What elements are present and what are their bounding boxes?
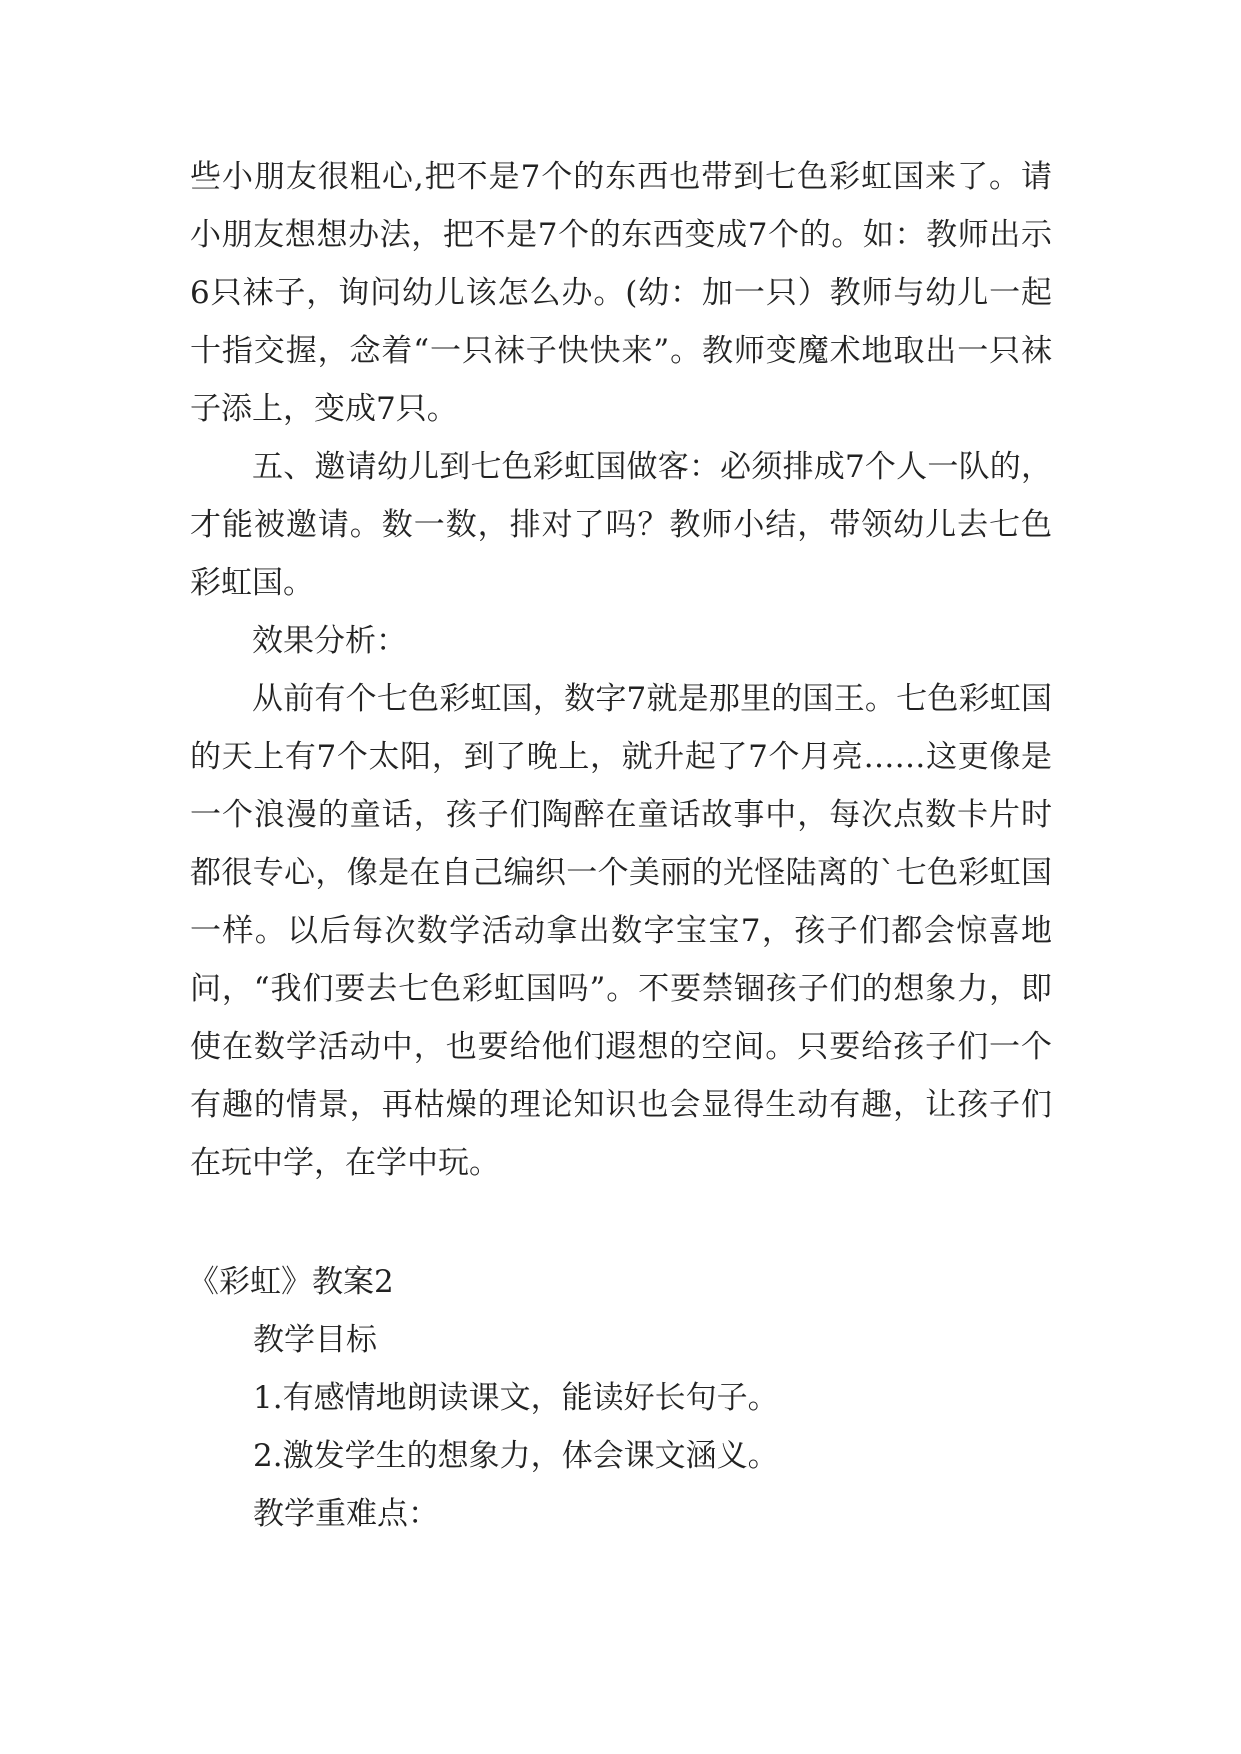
teaching-goal-item: 1.有感情地朗读课文，能读好长句子。 [253,1380,779,1416]
paragraph-magic-socks: 些小朋友很粗心,把不是7个的东西也带到七色彩虹国来了。请小朋友想想办法，把不是7个的东西变成7个的。如：教师出示6只袜子，询问幼儿该怎么办。(幼：加一只）教师与幼儿一起十指交握，念着“一只袜子快快来”。教师变魔术地取出一只袜子添上，变成7只。 [190,159,1052,427]
paragraph-effect-analysis: 从前有个七色彩虹国，数字7就是那里的国王。七色彩虹国的天上有7个太阳，到了晚上，就升起了7个月亮……这更像是一个浪漫的童话，孩子们陶醉在童话故事中，每次点数卡片时都很专心，像是在自己编织一个美丽的光怪陆离的`七色彩虹国一样。以后每次数学活动拿出数字宝宝7，孩子们都会惊喜地问，“我们要去七色彩虹国吗”。不要禁锢孩子们的想象力，即使在数学活动中，也要给他们遐想的空间。只要给孩子们一个有趣的情景，再枯燥的理论知识也会显得生动有趣，让孩子们在玩中学，在学中玩。 [190,681,1052,1181]
teaching-goals-heading: 教学目标 [253,1322,377,1358]
paragraph-effect-heading: 效果分析： [252,623,407,659]
key-points-heading: 教学重难点： [253,1496,439,1532]
lesson-title: 《彩虹》教案2 [188,1264,394,1300]
paragraph-invite-guests: 五、邀请幼儿到七色彩虹国做客：必须排成7个人一队的，才能被邀请。数一数，排对了吗？教师小结，带领幼儿去七色彩虹国。 [190,449,1052,601]
teaching-goal-item: 2.激发学生的想象力，体会课文涵义。 [253,1438,779,1474]
